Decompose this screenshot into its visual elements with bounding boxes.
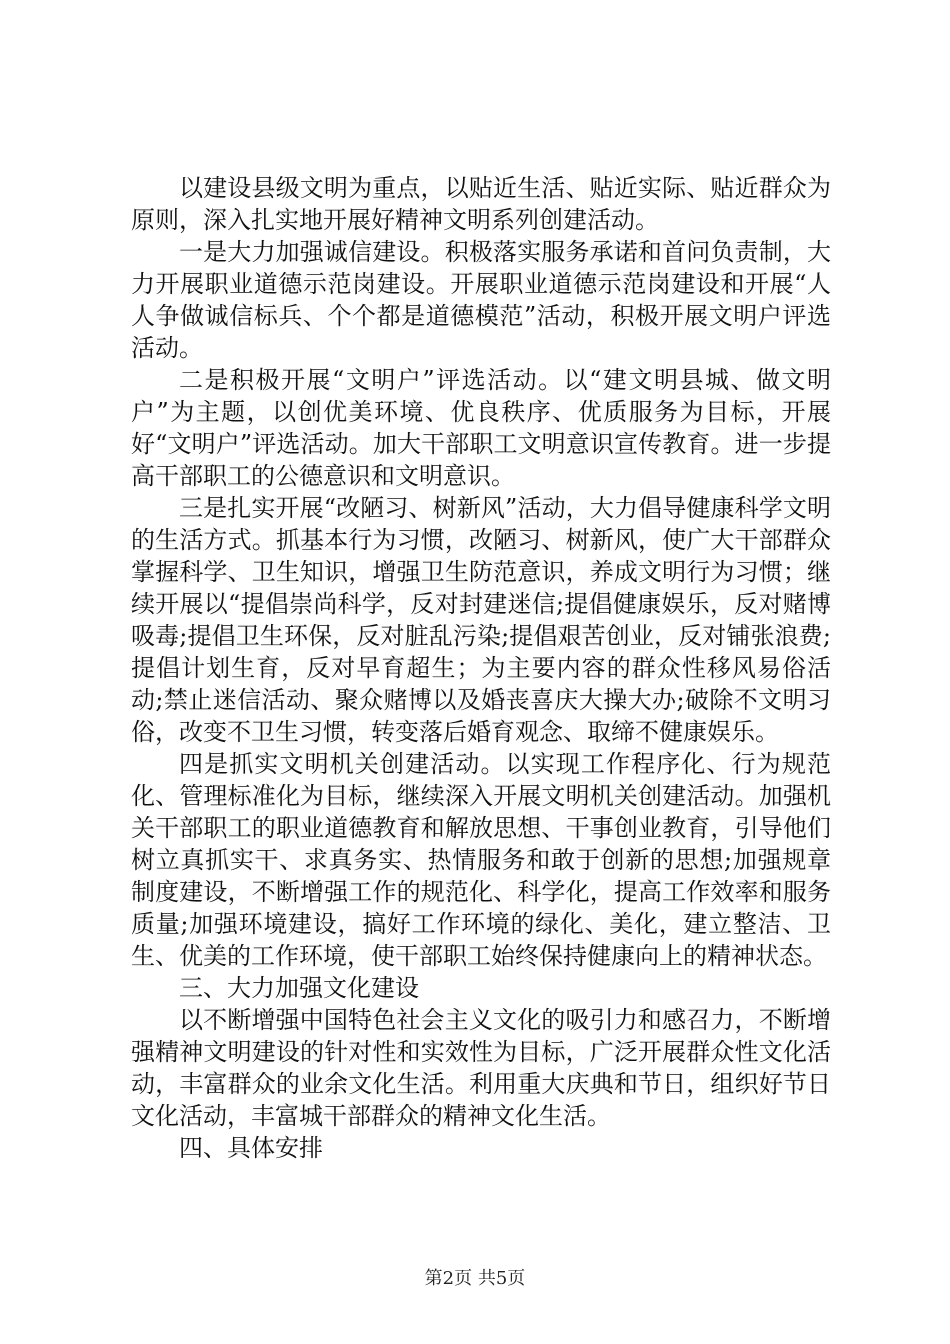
document-body [131, 172, 831, 1164]
paragraph-civilized-office: 四是抓实文明机关创建活动。以实现工作程序化、行为规范化、管理标准化为目标，继续深入开展文明机关创建活动。加强机关干部职工的职业道德教育和解放思想、干事创业教育，引导他们树立真抓实干、求真务实、热情服务和敢于创新的思想;加强规章制度建设，不断增强工作的规范化、科学化，提高工作效率和服务质量;加强环境建设，搞好工作环境的绿化、美化，建立整洁、卫生、优美的工作环境，使干部职工始终保持健康向上的精神状态。 [131, 750, 831, 970]
paragraph-new-customs: 三是扎实开展“改陋习、树新风”活动，大力倡导健康科学文明的生活方式。抓基本行为习惯，改陋习、树新风，使广大干部群众掌握科学、卫生知识，增强卫生防范意识，养成文明行为习惯；继续开展以“提倡崇尚科学，反对封建迷信;提倡健康娱乐，反对赌博吸毒;提倡卫生环保，反对脏乱污染;提倡艰苦创业，反对铺张浪费;提倡计划生育，反对早育超生；为主要内容的群众性移风易俗活动;禁止迷信活动、聚众赌博以及婚丧喜庆大操大办;破除不文明习俗，改变不卫生习惯，转变落后婚育观念、取缔不健康娱乐。 [131, 494, 831, 746]
paragraph-intro: 以建设县级文明为重点，以贴近生活、贴近实际、贴近群众为原则，深入扎实地开展好精神文明系列创建活动。 [131, 174, 831, 234]
paragraph-integrity: 一是大力加强诚信建设。积极落实服务承诺和首问负责制，大力开展职业道德示范岗建设。开展职业道德示范岗建设和开展“人人争做诚信标兵、个个都是道德模范”活动，积极开展文明户评选活动。 [131, 238, 831, 362]
paragraph-culture: 以不断增强中国特色社会主义文化的吸引力和感召力，不断增强精神文明建设的针对性和实效性为目标，广泛开展群众性文化活动，丰富群众的业余文化生活。利用重大庆典和节日，组织好节日文化活动，丰富城干部群众的精神文化生活。 [131, 1006, 831, 1130]
page-number-footer: 第2页 共5页 [424, 1268, 526, 1289]
section-heading-culture: 三、大力加强文化建设 [179, 974, 419, 1002]
section-heading-arrangements: 四、具体安排 [179, 1134, 323, 1162]
paragraph-civilized-household: 二是积极开展“文明户”评选活动。以“建文明县城、做文明户”为主题，以创优美环境、优良秩序、优质服务为目标，开展好“文明户”评选活动。加大干部职工文明意识宣传教育。进一步提高干部职工的公德意识和文明意识。 [131, 366, 831, 490]
